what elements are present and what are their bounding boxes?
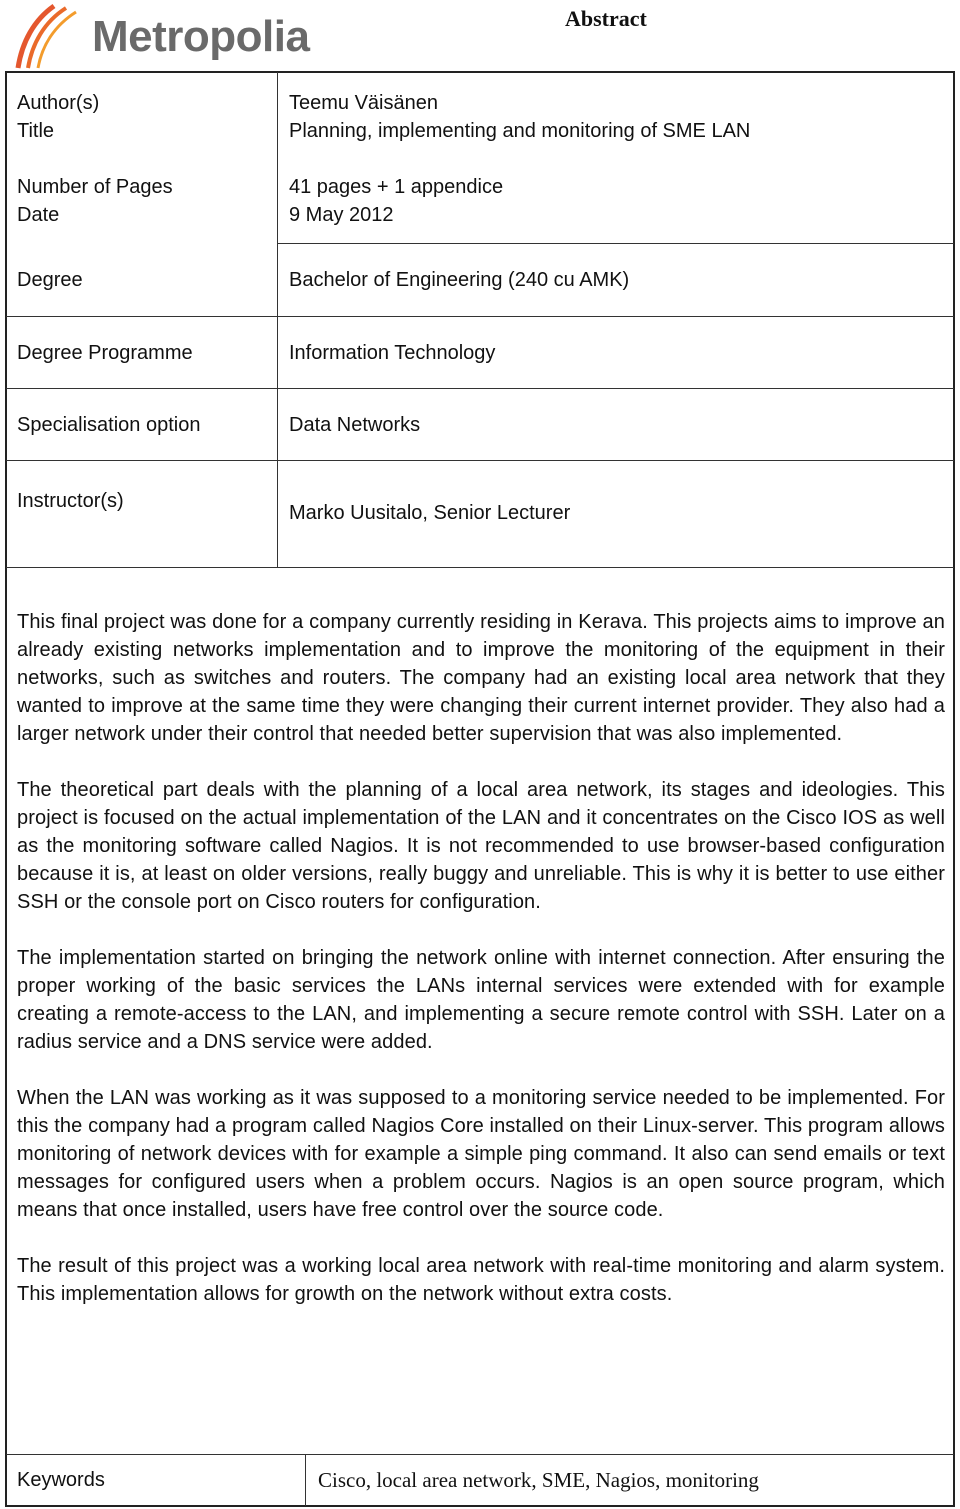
abstract-paragraph: The implementation started on bringing the network online with internet connection. After ensuring the proper working of the basic services the LANs internal services were extended with for example creating a remote-access to the LAN, and implementing a secure remote control with SSH. Later on a radius service and a DNS service were added. bbox=[17, 947, 945, 1053]
date-value: 9 May 2012 bbox=[289, 204, 394, 226]
pages-label: Number of Pages bbox=[17, 176, 173, 198]
column-divider bbox=[277, 72, 278, 567]
programme-value: Information Technology bbox=[289, 342, 496, 364]
programme-label: Degree Programme bbox=[17, 342, 193, 364]
row-divider bbox=[6, 316, 954, 317]
keywords-label: Keywords bbox=[17, 1469, 105, 1491]
row-divider bbox=[6, 460, 954, 461]
row-divider bbox=[6, 567, 954, 568]
pages-value: 41 pages + 1 appendice bbox=[289, 176, 504, 198]
keywords-value: Cisco, local area network, SME, Nagios, monitoring bbox=[318, 1468, 759, 1492]
row-divider bbox=[277, 243, 954, 244]
abstract-body bbox=[17, 608, 945, 1336]
page-title: Abstract bbox=[565, 6, 647, 31]
abstract-paragraph: This final project was done for a company currently residing in Kerava. This projects aims to improve an already existing networks implementation and to improve the monitoring of the equipment in their networks, such as switches and routers. The company had an existing local area network that they wanted to improve at the same time they were changing their current internet provider. They also had a larger network under their control that needed better supervision that was also implemented. bbox=[17, 611, 945, 745]
specialisation-value: Data Networks bbox=[289, 414, 421, 436]
abstract-paragraph: When the LAN was working as it was supposed to a monitoring service needed to be implemented. For this the company had a program called Nagios Core installed on their Linux-server. This program allows monitoring of network devices with for example a simple ping command. It also can send emails or text messages for configured users when a problem occurs. Nagios is an open source program, which means that once installed, users have free control over the source code. bbox=[17, 1087, 945, 1221]
instructor-label: Instructor(s) bbox=[17, 490, 124, 512]
metropolia-logo bbox=[14, 2, 324, 72]
specialisation-label: Specialisation option bbox=[17, 414, 201, 436]
row-divider bbox=[6, 1454, 954, 1455]
author-label: Author(s) bbox=[17, 92, 100, 114]
logo-swoosh-icon bbox=[14, 2, 94, 72]
logo-text: Metropolia bbox=[92, 12, 310, 61]
degree-label: Degree bbox=[17, 269, 83, 291]
title-value: Planning, implementing and monitoring of SME LAN bbox=[289, 120, 751, 142]
keywords-divider bbox=[305, 1454, 306, 1506]
degree-value: Bachelor of Engineering (240 cu AMK) bbox=[289, 269, 630, 291]
abstract-paragraph: The result of this project was a working local area network with real-time monitoring and alarm system. This implementation allows for growth on the network without extra costs. bbox=[17, 1255, 945, 1305]
date-label: Date bbox=[17, 204, 60, 226]
abstract-paragraph: The theoretical part deals with the planning of a local area network, its stages and ideologies. This project is focused on the actual implementation of the LAN and it concentrates on the Cisco IOS as well as the monitoring software called Nagios. It is not recommended to use browser-based configuration because it is, at least on older versions, really buggy and unreliable. This is why it is better to use either SSH or the console port on Cisco routers for configuration. bbox=[17, 779, 945, 913]
row-divider bbox=[6, 388, 954, 389]
title-label: Title bbox=[17, 120, 55, 142]
author-value: Teemu Väisänen bbox=[289, 92, 438, 114]
instructor-value: Marko Uusitalo, Senior Lecturer bbox=[289, 502, 571, 524]
